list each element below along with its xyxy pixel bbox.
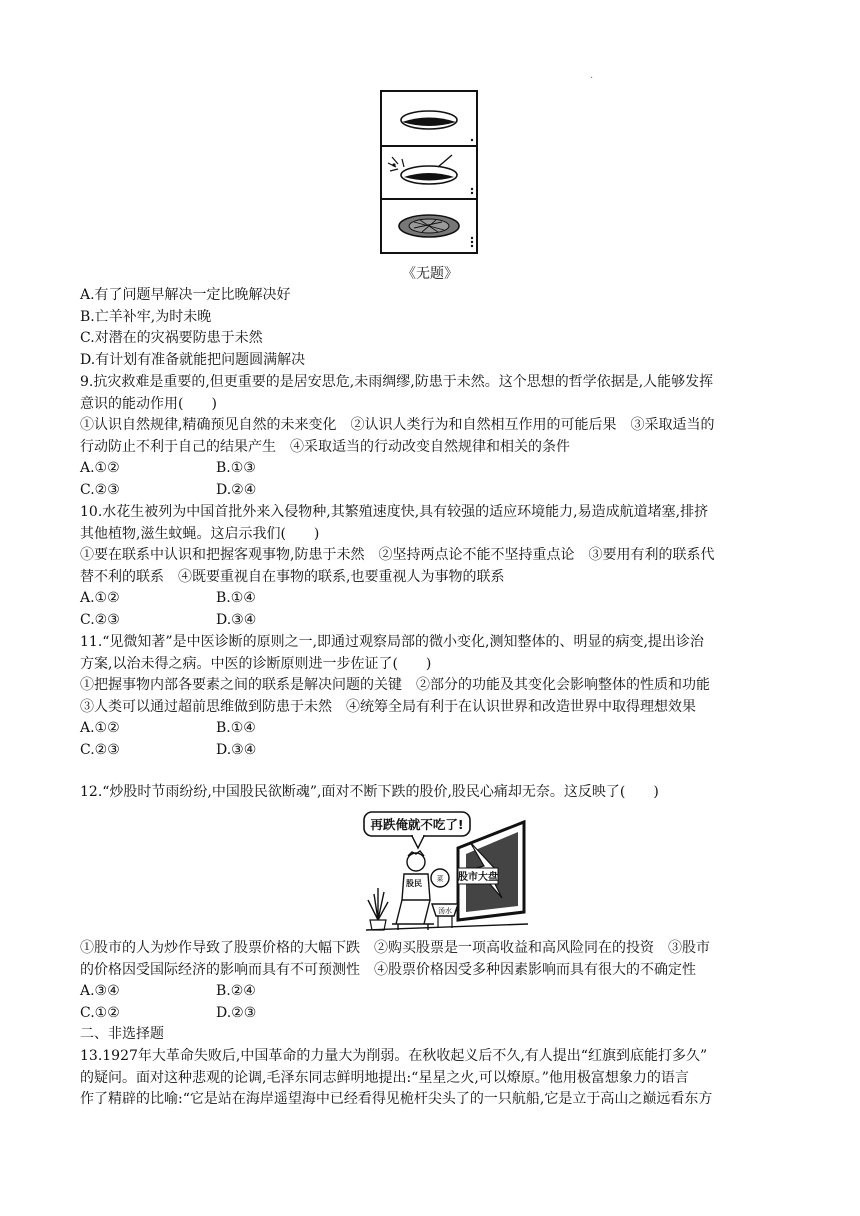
q9-options-row-2 (80, 480, 780, 502)
panel-3-covered-hole (382, 198, 476, 251)
option-c: C.对潜在的灾祸要防患于未然 (80, 330, 263, 347)
speech-bubble-text: 再跌俺就不吃了! (370, 817, 464, 832)
plate-label: 菜 (436, 875, 444, 883)
q11-option-d: D.③④ (216, 741, 257, 758)
q11-statements-line-2: ③人类可以通过超前思维做到防患于未然 ④统筹全局有利于在认识世界和改造世界中取得理想效果 (80, 698, 696, 715)
q9-statements-line-1: ①认识自然规律,精确预见自然的未来变化 ②认识人类行为和自然相互作用的可能后果 ③采取适当的 (80, 417, 715, 434)
q9-option-a: A.①② (80, 460, 120, 477)
q13-stem-line-1: 13.1927年大革命失败后,中国革命的力量大为削弱。在秋收起义后不久,有人提出“红旗到底能打多久” (80, 1047, 708, 1064)
q11-stem-line-2: 方案,以治未得之病。中医的诊断原则进一步佐证了( ) (80, 655, 432, 672)
q11-options-row-2 (80, 740, 780, 762)
q12-options-row-2 (80, 1003, 780, 1025)
panel-2-falling-into-hole (382, 145, 476, 200)
q11-option-b: B.①④ (216, 720, 256, 737)
figure-caption: 《无题》 (402, 266, 458, 282)
q12-option-c: C.①② (80, 1004, 120, 1021)
three-panel-figure (380, 90, 478, 254)
stock-board-label: 股市大盘 (458, 872, 498, 883)
question-10 (80, 502, 780, 632)
q12-stem-line-1: 12.“炒股时节雨纷纷,中国股民欲断魂”,面对不断下跌的股价,股民心痛却无奈。这反映了( ) (80, 784, 659, 800)
question-12-stem (80, 782, 780, 804)
question-8-options (80, 285, 780, 371)
q13-stem-line-2: 的疑问。面对这种悲观的论调,毛泽东同志鲜明地提出:“星星之火,可以燎原。”他用极富想象力的语言 (80, 1069, 689, 1086)
q9-statements-line-2: 行动防止不利于自己的结果产生 ④采取适当的行动改变自然规律和相关的条件 (80, 438, 570, 455)
q11-stem-line-1: 11.“见微知著”是中医诊断的原则之一,即通过观察局部的微小变化,测知整体的、明显的病变,提出诊治 (80, 634, 704, 650)
q9-option-c: C.②③ (80, 481, 120, 498)
option-d: D.有计划有准备就能把问题圆满解决 (80, 351, 306, 368)
q12-options-row-1 (80, 981, 780, 1003)
question-9 (80, 372, 780, 502)
q12-statements-line-1: ①股市的人为炒作导致了股票价格的大幅下跌 ②购买股票是一项高收益和高风险同在的投资 ③股市 (80, 940, 710, 956)
q12-option-a: A.③④ (80, 983, 120, 1000)
q11-options-row-1 (80, 718, 780, 740)
panel-1-open-hole (382, 92, 476, 147)
section-2-heading: 二、非选择题 (80, 1026, 164, 1043)
q10-stem-line-1: 10.水花生被列为中国首批外来入侵物种,其繁殖速度快,具有较强的适应环境能力,易造成航道堵塞,排挤 (80, 504, 709, 520)
q13-stem-line-3: 作了精辟的比喻:“它是站在海岸遥望海中已经看得见桅杆尖头了的一只航船,它是立于高山之巅远看东方 (80, 1091, 713, 1108)
q10-options-row-1 (80, 588, 780, 610)
q12-statements-line-2: 的价格因受国际经济的影响而具有不可预测性 ④股票价格因受多种因素影响而具有很大的不确定性 (80, 961, 696, 978)
q10-options-row-2 (80, 610, 780, 632)
stray-dot: . (590, 70, 594, 81)
question-12-body (80, 938, 780, 1111)
bowl-label: 汤水 (438, 907, 452, 915)
q10-statements-line-1: ①要在联系中认识和把握客观事物,防患于未然 ②坚持两点论不能不坚持重点论 ③要用有利的联系代 (80, 547, 715, 564)
q11-option-c: C.②③ (80, 741, 120, 758)
q9-options-row-1 (80, 458, 780, 480)
person-shirt-label: 股民 (406, 879, 422, 888)
option-b: B.亡羊补牢,为时未晚 (80, 308, 212, 325)
q11-option-a: A.①② (80, 720, 120, 737)
q10-option-d: D.③④ (216, 611, 257, 628)
q10-option-a: A.①② (80, 590, 120, 607)
q10-option-b: B.①④ (216, 590, 256, 607)
q12-option-b: B.②④ (216, 983, 256, 1000)
q11-statements-line-1: ①把握事物内部各要素之间的联系是解决问题的关键 ②部分的功能及其变化会影响整体的性质和功能 (80, 677, 710, 694)
q10-statements-line-2: 替不利的联系 ④既要重视自在事物的联系,也要重视人为事物的联系 (80, 568, 505, 585)
q9-stem-line-1: 9.抗灾救难是重要的,但更重要的是居安思危,未雨绸缪,防患于未然。这个思想的哲学依据是,人能够发挥 (80, 374, 714, 390)
q10-stem-line-2: 其他植物,滋生蚊蝇。这启示我们( ) (80, 525, 320, 542)
option-a: A.有了问题早解决一定比晚解决好 (80, 287, 291, 303)
q9-option-b: B.①③ (216, 460, 256, 477)
q10-option-c: C.②③ (80, 611, 120, 628)
question-11 (80, 632, 780, 762)
q12-option-d: D.②③ (216, 1004, 257, 1021)
q9-option-d: D.②④ (216, 481, 257, 498)
q9-stem-line-2: 意识的能动作用( ) (80, 395, 217, 412)
stock-market-cartoon (362, 808, 530, 932)
